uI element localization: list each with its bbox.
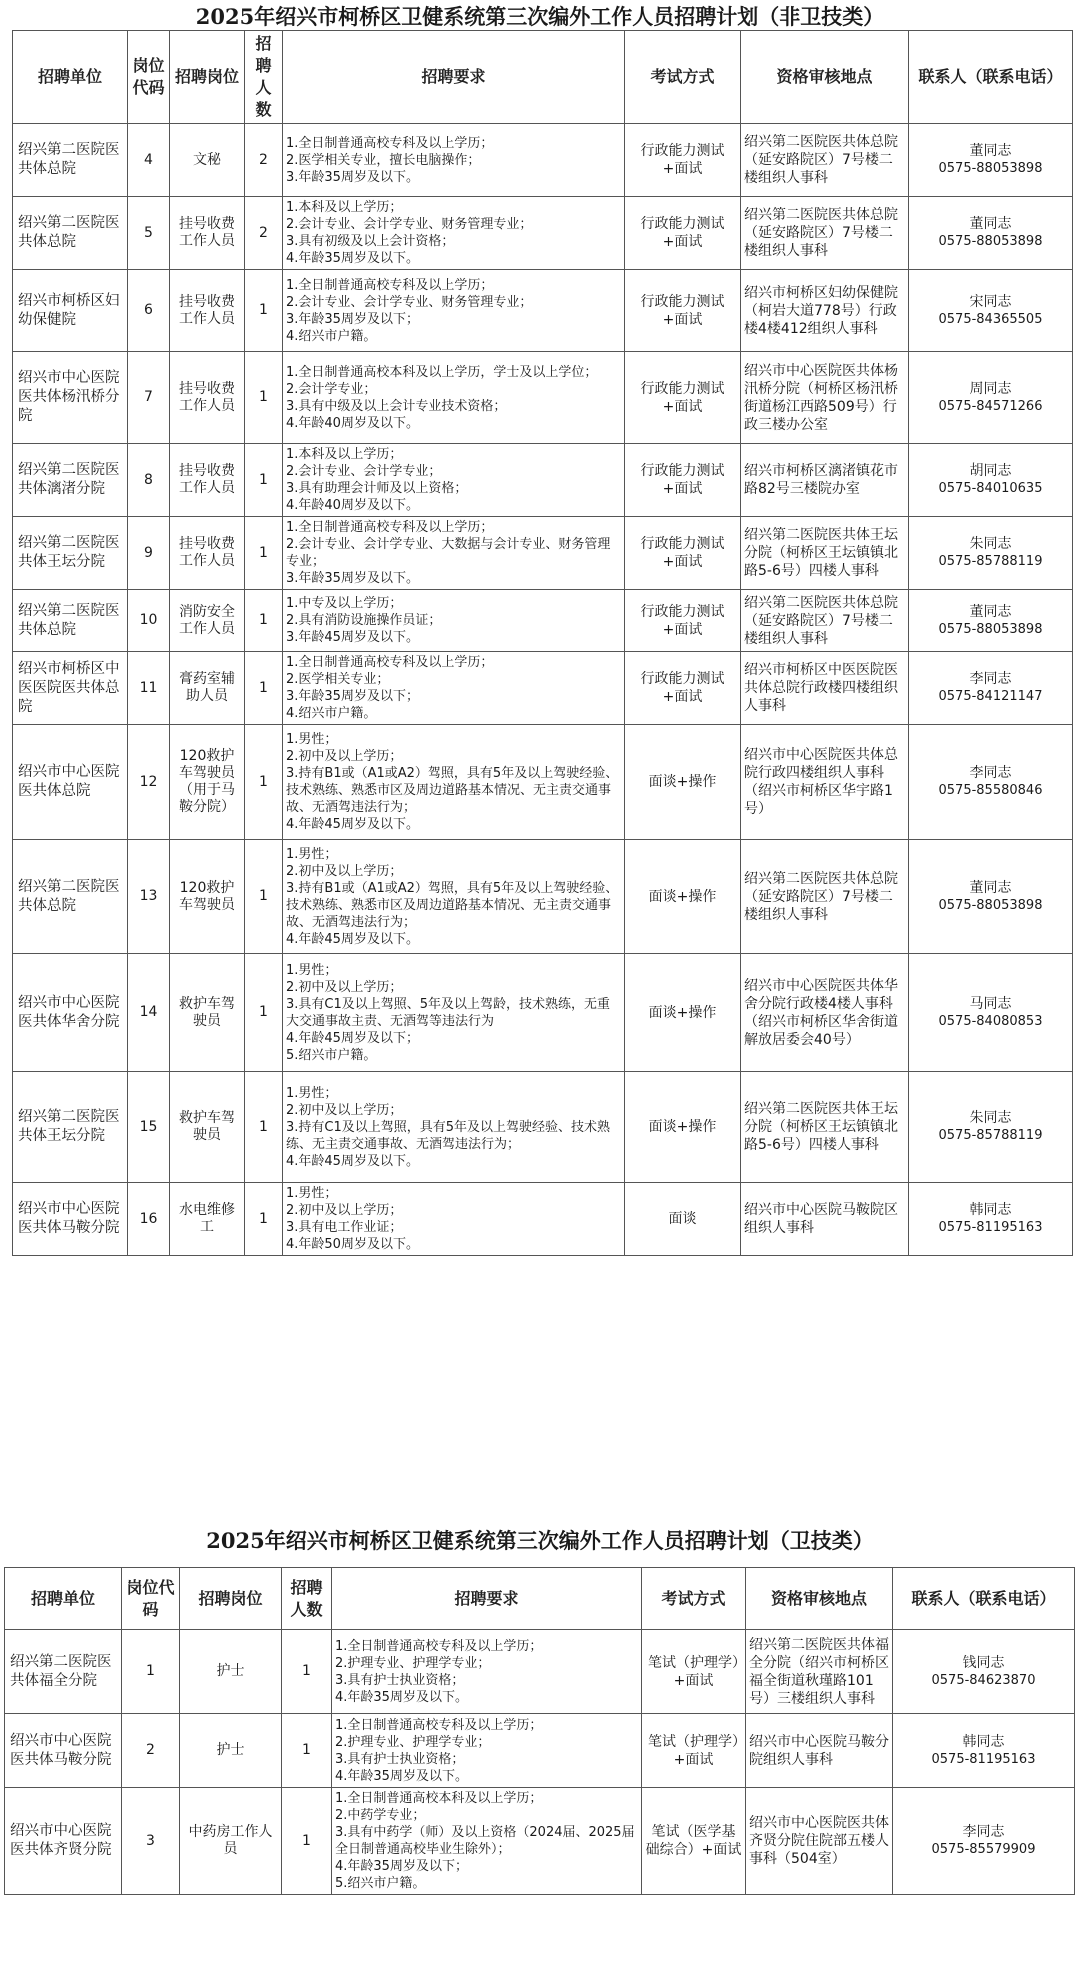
cell-unit: 绍兴第二医院医共体总院 xyxy=(13,197,128,270)
requirement-line: 2.会计专业、会计学专业、财务管理专业； xyxy=(286,294,533,310)
contact-phone: 0575-85788119 xyxy=(938,554,1043,569)
contact-phone: 0575-88053898 xyxy=(938,897,1043,913)
requirement-line: 2.护理专业、护理学专业； xyxy=(335,1655,491,1671)
cell-unit: 绍兴市中心医院医共体总院 xyxy=(13,725,128,840)
cell-code: 13 xyxy=(128,840,170,954)
header-count: 招聘人数 xyxy=(245,31,283,124)
cell-contact xyxy=(893,1714,1075,1788)
table-row xyxy=(13,840,1073,954)
cell-unit: 绍兴市中心医院医共体马鞍分院 xyxy=(13,1183,128,1256)
cell-contact xyxy=(893,1788,1075,1895)
cell-requirements xyxy=(332,1630,642,1714)
requirement-line: 1.本科及以上学历； xyxy=(286,447,403,462)
header-location: 资格审核地点 xyxy=(741,31,909,124)
contact-phone: 0575-84010635 xyxy=(938,481,1043,496)
cell-count: 1 xyxy=(245,1072,283,1183)
table-row xyxy=(13,517,1073,590)
cell-exam: 面谈 xyxy=(625,1183,741,1256)
cell-position: 文秘 xyxy=(170,124,245,197)
cell-count: 1 xyxy=(245,840,283,954)
cell-unit: 绍兴市中心医院医共体杨汛桥分院 xyxy=(13,352,128,444)
contact-phone: 0575-84365505 xyxy=(938,311,1043,327)
header-code: 岗位代码 xyxy=(122,1568,180,1630)
cell-count: 1 xyxy=(282,1714,332,1788)
contact-name: 董同志 xyxy=(969,143,1012,159)
requirement-line: 2.初中及以上学历； xyxy=(286,1102,403,1118)
cell-position: 救护车驾驶员 xyxy=(170,954,245,1072)
requirement-line: 1.男性； xyxy=(286,1186,338,1201)
cell-unit: 绍兴第二医院医共体王坛分院 xyxy=(13,517,128,590)
requirement-line: 4.年龄35周岁及以下。 xyxy=(335,1689,468,1705)
requirement-line: 1.男性； xyxy=(286,732,338,747)
table-row xyxy=(13,1072,1073,1183)
cell-exam: 行政能力测试+面试 xyxy=(625,197,741,270)
cell-code: 1 xyxy=(122,1630,180,1714)
contact-name: 董同志 xyxy=(969,879,1012,896)
cell-contact xyxy=(909,124,1073,197)
cell-exam: 面谈+操作 xyxy=(625,840,741,954)
contact-phone: 0575-84623870 xyxy=(931,1672,1036,1688)
contact-phone: 0575-85579909 xyxy=(931,1842,1036,1857)
cell-requirements xyxy=(283,652,625,725)
cell-position: 消防安全工作人员 xyxy=(170,590,245,652)
requirement-line: 4.绍兴市户籍。 xyxy=(286,706,377,721)
requirement-line: 1.全日制普通高校专科及以上学历； xyxy=(286,655,494,670)
cell-requirements xyxy=(283,124,625,197)
cell-contact xyxy=(909,444,1073,517)
cell-position: 水电维修工 xyxy=(170,1183,245,1256)
cell-count: 1 xyxy=(245,1183,283,1256)
cell-requirements xyxy=(332,1714,642,1788)
requirement-line: 2.初中及以上学历； xyxy=(286,863,403,879)
cell-contact xyxy=(909,652,1073,725)
requirement-line: 4.绍兴市户籍。 xyxy=(286,328,377,344)
header-contact: 联系人（联系电话） xyxy=(893,1568,1075,1630)
cell-location: 绍兴第二医院医共体王坛分院（柯桥区王坛镇镇北路5-6号）四楼人事科 xyxy=(741,517,909,590)
requirement-line: 2.初中及以上学历； xyxy=(286,749,403,764)
header-exam: 考试方式 xyxy=(642,1568,746,1630)
cell-code: 3 xyxy=(122,1788,180,1895)
requirement-line: 1.全日制普通高校专科及以上学历； xyxy=(286,277,494,293)
requirement-line: 3.年龄35周岁及以下。 xyxy=(286,169,419,185)
contact-name: 胡同志 xyxy=(969,463,1012,479)
requirement-line: 4.年龄35周岁及以下。 xyxy=(286,251,419,266)
cell-exam: 行政能力测试+面试 xyxy=(625,444,741,517)
cell-contact xyxy=(909,954,1073,1072)
contact-name: 韩同志 xyxy=(969,1202,1012,1218)
requirement-line: 1.全日制普通高校专科及以上学历； xyxy=(286,135,494,151)
cell-exam: 面谈+操作 xyxy=(625,954,741,1072)
cell-code: 5 xyxy=(128,197,170,270)
requirement-line: 3.年龄35周岁及以下； xyxy=(286,689,419,704)
requirement-line: 2.会计专业、会计学专业； xyxy=(286,464,442,479)
cell-count: 1 xyxy=(245,444,283,517)
requirement-line: 4.年龄40周岁及以下。 xyxy=(286,498,419,513)
cell-exam: 面谈+操作 xyxy=(625,725,741,840)
cell-contact xyxy=(893,1630,1075,1714)
cell-requirements xyxy=(283,840,625,954)
cell-count: 1 xyxy=(245,725,283,840)
requirement-line: 3.年龄35周岁及以下。 xyxy=(286,571,419,586)
table-row xyxy=(13,197,1073,270)
cell-code: 10 xyxy=(128,590,170,652)
table-row xyxy=(13,954,1073,1072)
requirement-line: 2.具有消防设施操作员证； xyxy=(286,613,442,628)
header-contact: 联系人（联系电话） xyxy=(909,31,1073,124)
contact-name: 李同志 xyxy=(969,765,1012,781)
cell-code: 9 xyxy=(128,517,170,590)
requirement-line: 1.全日制普通高校专科及以上学历； xyxy=(335,1638,543,1654)
cell-exam: 行政能力测试+面试 xyxy=(625,352,741,444)
cell-location: 绍兴市柯桥区漓渚镇花市路82号三楼院办室 xyxy=(741,444,909,517)
header-requirements: 招聘要求 xyxy=(332,1568,642,1630)
requirement-line: 3.年龄35周岁及以下； xyxy=(286,311,419,327)
contact-name: 宋同志 xyxy=(969,293,1012,310)
cell-requirements xyxy=(332,1788,642,1895)
requirement-line: 1.中专及以上学历； xyxy=(286,596,403,611)
requirement-line: 3.具有电工作业证； xyxy=(286,1220,403,1235)
requirement-line: 3.持有B1或（A1或A2）驾照，具有5年及以上驾驶经验、技术熟练、熟悉市区及周边道路基本情况、无主责交通事故、无酒驾违法行为； xyxy=(286,766,619,815)
table-row xyxy=(13,444,1073,517)
cell-count: 2 xyxy=(245,197,283,270)
cell-count: 1 xyxy=(282,1630,332,1714)
cell-location: 绍兴市柯桥区中医医院医共体总院行政楼四楼组织人事科 xyxy=(741,652,909,725)
contact-name: 董同志 xyxy=(969,603,1012,620)
table1-body xyxy=(13,124,1073,1256)
cell-requirements xyxy=(283,725,625,840)
cell-exam: 行政能力测试+面试 xyxy=(625,270,741,352)
cell-code: 4 xyxy=(128,124,170,197)
cell-unit: 绍兴第二医院医共体总院 xyxy=(13,590,128,652)
cell-requirements xyxy=(283,352,625,444)
cell-contact xyxy=(909,1072,1073,1183)
cell-contact xyxy=(909,1183,1073,1256)
requirement-line: 1.全日制普通高校本科及以上学历； xyxy=(335,1791,543,1806)
cell-location: 绍兴第二医院医共体王坛分院（柯桥区王坛镇镇北路5-6号）四楼人事科 xyxy=(741,1072,909,1183)
requirement-line: 1.男性； xyxy=(286,1085,338,1101)
contact-phone: 0575-84121147 xyxy=(938,689,1043,704)
cell-exam: 行政能力测试+面试 xyxy=(625,590,741,652)
cell-code: 8 xyxy=(128,444,170,517)
cell-exam: 笔试（护理学）+面试 xyxy=(642,1630,746,1714)
requirement-line: 2.医学相关专业，擅长电脑操作； xyxy=(286,152,481,168)
requirement-line: 5.绍兴市户籍。 xyxy=(335,1876,426,1891)
cell-unit: 绍兴市中心医院医共体马鞍分院 xyxy=(5,1714,122,1788)
requirement-line: 1.全日制普通高校专科及以上学历； xyxy=(335,1717,543,1733)
requirement-line: 2.会计学专业； xyxy=(286,381,377,397)
cell-exam: 行政能力测试+面试 xyxy=(625,124,741,197)
cell-contact xyxy=(909,270,1073,352)
cell-location: 绍兴第二医院医共体总院（延安路院区）7号楼二楼组织人事科 xyxy=(741,197,909,270)
header-unit: 招聘单位 xyxy=(5,1568,122,1630)
cell-unit: 绍兴第二医院医共体漓渚分院 xyxy=(13,444,128,517)
cell-position: 护士 xyxy=(180,1714,282,1788)
requirement-line: 3.具有护士执业资格； xyxy=(335,1751,465,1767)
cell-count: 1 xyxy=(245,352,283,444)
cell-exam: 笔试（护理学）+面试 xyxy=(642,1714,746,1788)
contact-phone: 0575-85788119 xyxy=(938,1128,1043,1143)
table-row xyxy=(13,352,1073,444)
requirement-line: 1.男性； xyxy=(286,962,338,978)
requirement-line: 4.年龄40周岁及以下。 xyxy=(286,415,419,431)
contact-phone: 0575-81195163 xyxy=(931,1751,1036,1767)
cell-requirements xyxy=(283,444,625,517)
contact-name: 李同志 xyxy=(962,1824,1005,1840)
contact-phone: 0575-85580846 xyxy=(938,783,1043,798)
requirement-line: 3.具有中药学（师）及以上资格（2024届、2025届全日制普通高校毕业生除外）； xyxy=(335,1825,635,1857)
cell-code: 6 xyxy=(128,270,170,352)
header-code: 岗位代码 xyxy=(128,31,170,124)
cell-contact xyxy=(909,352,1073,444)
contact-name: 朱同志 xyxy=(969,1110,1012,1126)
requirement-line: 2.医学相关专业； xyxy=(286,672,390,687)
cell-count: 1 xyxy=(245,954,283,1072)
table-row xyxy=(13,725,1073,840)
cell-position: 120救护车驾驶员（用于马鞍分院） xyxy=(170,725,245,840)
cell-location: 绍兴市柯桥区妇幼保健院（柯岩大道778号）行政楼4楼412组织人事科 xyxy=(741,270,909,352)
cell-position: 挂号收费工作人员 xyxy=(170,352,245,444)
cell-code: 7 xyxy=(128,352,170,444)
cell-unit: 绍兴第二医院医共体总院 xyxy=(13,840,128,954)
cell-unit: 绍兴市柯桥区中医医院医共体总院 xyxy=(13,652,128,725)
cell-code: 15 xyxy=(128,1072,170,1183)
table1-header-row xyxy=(13,31,1073,124)
cell-code: 16 xyxy=(128,1183,170,1256)
cell-position: 中药房工作人员 xyxy=(180,1788,282,1895)
requirement-line: 1.全日制普通高校本科及以上学历，学士及以上学位； xyxy=(286,364,598,380)
cell-position: 挂号收费工作人员 xyxy=(170,444,245,517)
cell-count: 1 xyxy=(245,517,283,590)
requirement-line: 3.具有护士执业资格； xyxy=(335,1672,465,1688)
cell-location: 绍兴市中心医院医共体齐贤分院住院部五楼人事科（504室） xyxy=(746,1788,893,1895)
requirement-line: 2.会计专业、会计学专业、大数据与会计专业、财务管理专业； xyxy=(286,537,611,569)
requirement-line: 4.年龄35周岁及以下。 xyxy=(335,1768,468,1784)
cell-unit: 绍兴市中心医院医共体华舍分院 xyxy=(13,954,128,1072)
requirement-line: 2.初中及以上学历； xyxy=(286,979,403,995)
cell-location: 绍兴第二医院医共体总院（延安路院区）7号楼二楼组织人事科 xyxy=(741,590,909,652)
cell-location: 绍兴市中心医院医共体总院行政四楼组织人事科（绍兴市柯桥区华宇路1号） xyxy=(741,725,909,840)
cell-exam: 行政能力测试+面试 xyxy=(625,652,741,725)
cell-code: 11 xyxy=(128,652,170,725)
cell-position: 120救护车驾驶员 xyxy=(170,840,245,954)
contact-name: 李同志 xyxy=(969,671,1012,687)
cell-code: 14 xyxy=(128,954,170,1072)
cell-position: 挂号收费工作人员 xyxy=(170,270,245,352)
requirement-line: 3.具有初级及以上会计资格； xyxy=(286,234,455,249)
cell-location: 绍兴市中心医院马鞍院区组织人事科 xyxy=(741,1183,909,1256)
requirement-line: 4.年龄35周岁及以下； xyxy=(335,1859,468,1874)
table-row xyxy=(5,1714,1075,1788)
contact-phone: 0575-84571266 xyxy=(938,398,1043,414)
cell-contact xyxy=(909,517,1073,590)
cell-requirements xyxy=(283,517,625,590)
requirement-line: 3.具有C1及以上驾照、5年及以上驾龄，技术熟练，无重大交通事故主责、无酒驾等违法行为 xyxy=(286,996,611,1029)
header-requirements: 招聘要求 xyxy=(283,31,625,124)
cell-location: 绍兴市中心医院马鞍分院组织人事科 xyxy=(746,1714,893,1788)
cell-code: 2 xyxy=(122,1714,180,1788)
cell-position: 护士 xyxy=(180,1630,282,1714)
contact-phone: 0575-88053898 xyxy=(938,234,1043,249)
cell-exam: 行政能力测试+面试 xyxy=(625,517,741,590)
table2-header-row xyxy=(5,1568,1075,1630)
contact-name: 周同志 xyxy=(969,380,1012,397)
cell-contact xyxy=(909,590,1073,652)
header-unit: 招聘单位 xyxy=(13,31,128,124)
table1-title: 2025年绍兴市柯桥区卫健系统第三次编外工作人员招聘计划（非卫技类） xyxy=(195,4,885,29)
contact-phone: 0575-88053898 xyxy=(938,161,1043,176)
cell-code: 12 xyxy=(128,725,170,840)
cell-unit: 绍兴市中心医院医共体齐贤分院 xyxy=(5,1788,122,1895)
cell-requirements xyxy=(283,1183,625,1256)
table2-body xyxy=(5,1630,1075,1895)
requirement-line: 3.年龄45周岁及以下。 xyxy=(286,630,419,645)
requirement-line: 3.具有中级及以上会计专业技术资格； xyxy=(286,398,507,414)
requirement-line: 4.年龄45周岁及以下。 xyxy=(286,931,419,947)
cell-contact xyxy=(909,840,1073,954)
cell-location: 绍兴第二医院医共体总院（延安路院区）7号楼二楼组织人事科 xyxy=(741,840,909,954)
cell-contact xyxy=(909,725,1073,840)
requirement-line: 2.中药学专业； xyxy=(335,1808,426,1823)
contact-name: 董同志 xyxy=(969,216,1012,232)
requirement-line: 3.持有B1或（A1或A2）驾照，具有5年及以上驾驶经验、技术熟练、熟悉市区及周边道路基本情况、无主责交通事故、无酒驾违法行为； xyxy=(286,880,619,930)
requirement-line: 2.初中及以上学历； xyxy=(286,1203,403,1218)
cell-position: 挂号收费工作人员 xyxy=(170,517,245,590)
recruitment-table-non-medical xyxy=(12,30,1073,1256)
table-row xyxy=(5,1630,1075,1714)
cell-location: 绍兴第二医院医共体福全分院（绍兴市柯桥区福全街道秋瑾路101号）三楼组织人事科 xyxy=(746,1630,893,1714)
table-row xyxy=(5,1788,1075,1895)
table2-title: 2025年绍兴市柯桥区卫健系统第三次编外工作人员招聘计划（卫技类） xyxy=(206,1528,874,1553)
cell-unit: 绍兴第二医院医共体福全分院 xyxy=(5,1630,122,1714)
contact-name: 钱同志 xyxy=(962,1654,1005,1671)
requirement-line: 3.具有助理会计师及以上资格； xyxy=(286,481,468,496)
cell-location: 绍兴市中心医院医共体华舍分院行政楼4楼人事科（绍兴市柯桥区华舍街道解放居委会40号） xyxy=(741,954,909,1072)
cell-unit: 绍兴第二医院医共体总院 xyxy=(13,124,128,197)
table-row xyxy=(13,124,1073,197)
header-exam: 考试方式 xyxy=(625,31,741,124)
recruitment-table-medical xyxy=(4,1567,1075,1895)
cell-position: 救护车驾驶员 xyxy=(170,1072,245,1183)
table-row xyxy=(13,652,1073,725)
requirement-line: 1.全日制普通高校专科及以上学历； xyxy=(286,520,494,535)
cell-count: 1 xyxy=(282,1788,332,1895)
requirement-line: 2.会计专业、会计学专业、财务管理专业； xyxy=(286,217,533,232)
table-row xyxy=(13,1183,1073,1256)
cell-requirements xyxy=(283,1072,625,1183)
cell-count: 1 xyxy=(245,652,283,725)
contact-name: 韩同志 xyxy=(962,1733,1005,1750)
requirement-line: 4.年龄50周岁及以下。 xyxy=(286,1237,419,1252)
cell-unit: 绍兴市柯桥区妇幼保健院 xyxy=(13,270,128,352)
requirement-line: 1.男性； xyxy=(286,846,338,862)
cell-requirements xyxy=(283,954,625,1072)
header-count: 招聘人数 xyxy=(282,1568,332,1630)
contact-name: 朱同志 xyxy=(969,536,1012,552)
requirement-line: 2.护理专业、护理学专业； xyxy=(335,1734,491,1750)
cell-count: 1 xyxy=(245,590,283,652)
cell-requirements xyxy=(283,270,625,352)
requirement-line: 5.绍兴市户籍。 xyxy=(286,1047,377,1063)
contact-phone: 0575-84080853 xyxy=(938,1013,1043,1029)
requirement-line: 4.年龄45周岁及以下。 xyxy=(286,817,419,832)
requirement-line: 4.年龄45周岁及以下； xyxy=(286,1030,419,1046)
cell-contact xyxy=(909,197,1073,270)
cell-requirements xyxy=(283,197,625,270)
cell-exam: 笔试（医学基础综合）+面试 xyxy=(642,1788,746,1895)
cell-unit: 绍兴第二医院医共体王坛分院 xyxy=(13,1072,128,1183)
cell-exam: 面谈+操作 xyxy=(625,1072,741,1183)
cell-requirements xyxy=(283,590,625,652)
contact-phone: 0575-81195163 xyxy=(938,1220,1043,1235)
header-location: 资格审核地点 xyxy=(746,1568,893,1630)
requirement-line: 3.持有C1及以上驾照，具有5年及以上驾驶经验、技术熟练、无主责交通事故、无酒驾违法行为； xyxy=(286,1119,611,1152)
contact-name: 马同志 xyxy=(969,995,1012,1012)
cell-location: 绍兴市中心医院医共体杨汛桥分院（柯桥区杨汛桥街道杨江西路509号）行政三楼办公室 xyxy=(741,352,909,444)
header-position: 招聘岗位 xyxy=(170,31,245,124)
cell-location: 绍兴第二医院医共体总院（延安路院区）7号楼二楼组织人事科 xyxy=(741,124,909,197)
cell-count: 2 xyxy=(245,124,283,197)
cell-count: 1 xyxy=(245,270,283,352)
table-row xyxy=(13,270,1073,352)
table-row xyxy=(13,590,1073,652)
requirement-line: 1.本科及以上学历； xyxy=(286,200,403,215)
requirement-line: 4.年龄45周岁及以下。 xyxy=(286,1153,419,1169)
cell-position: 挂号收费工作人员 xyxy=(170,197,245,270)
cell-position: 膏药室辅助人员 xyxy=(170,652,245,725)
header-position: 招聘岗位 xyxy=(180,1568,282,1630)
contact-phone: 0575-88053898 xyxy=(938,621,1043,637)
